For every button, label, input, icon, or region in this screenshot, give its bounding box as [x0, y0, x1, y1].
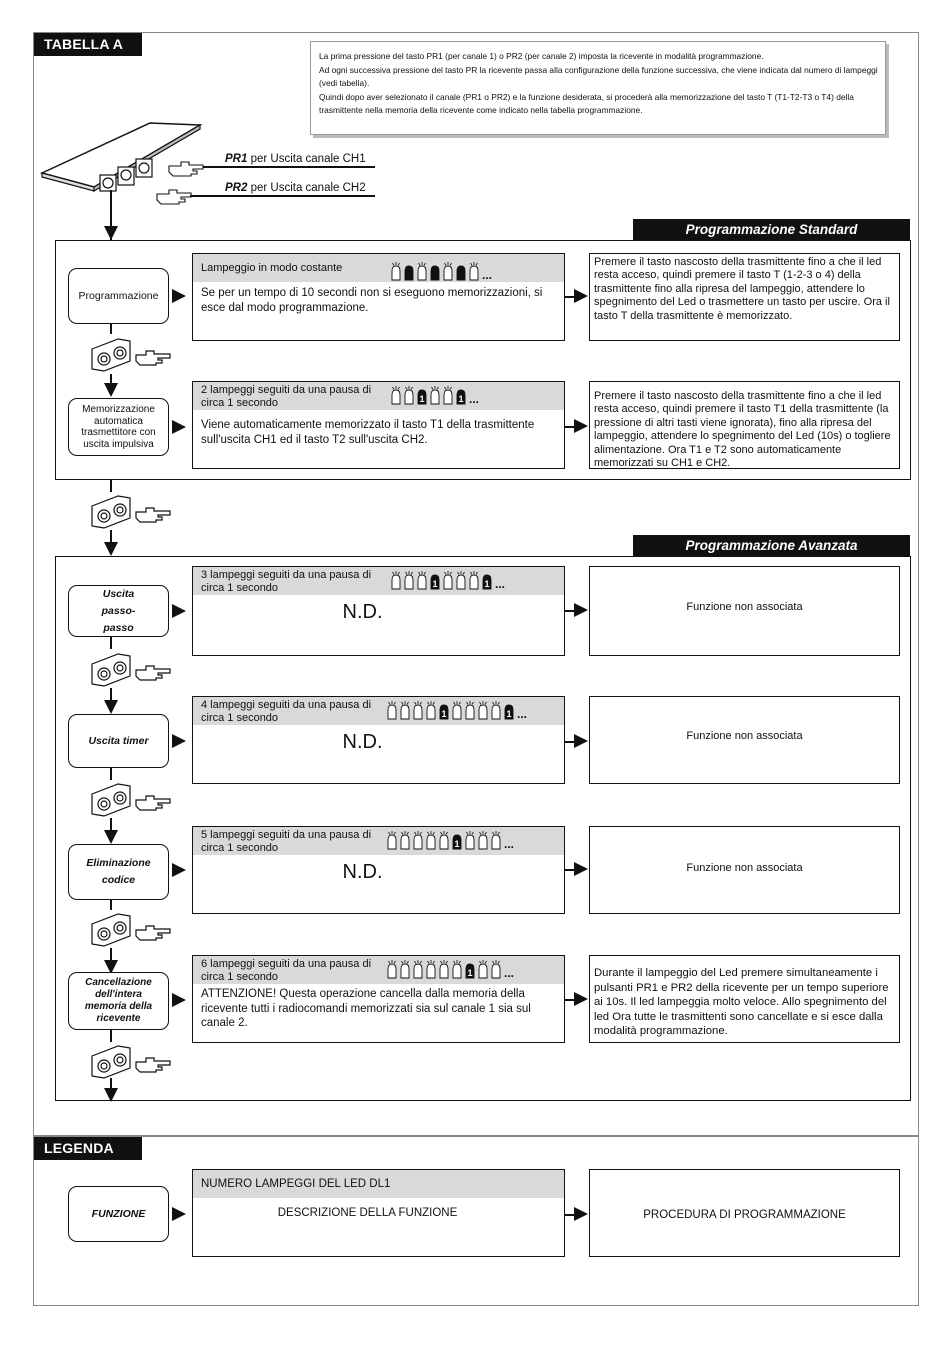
led-off-icon	[456, 261, 466, 281]
right-box: Funzione non associata	[589, 696, 900, 784]
flow-line	[110, 637, 112, 649]
led-on-icon	[426, 959, 436, 979]
right-box: Funzione non associata	[589, 566, 900, 656]
legend-mid-box	[192, 1169, 565, 1257]
svg-text:1: 1	[484, 579, 490, 589]
led-ellipsis: ...	[482, 268, 493, 282]
flow-line	[110, 480, 112, 492]
legend-node: FUNZIONE	[68, 1186, 169, 1242]
led-on-icon	[456, 570, 466, 590]
led-ellipsis: ...	[504, 837, 515, 851]
led-ellipsis: ...	[504, 966, 515, 980]
led-ellipsis: ...	[517, 707, 528, 721]
pr1-text: per Uscita canale CH1	[247, 153, 366, 165]
mid-body: N.D.	[342, 731, 383, 753]
led-on-icon	[387, 700, 397, 720]
receiver-hand-icon	[90, 908, 175, 950]
led-off-icon	[439, 700, 449, 720]
flow-arrow	[104, 700, 118, 714]
node-memorizzazione: Memorizzazione automatica trasmettitore con uscita impulsiva	[68, 398, 169, 456]
led-on-icon	[452, 700, 462, 720]
mid-body: N.D.	[342, 601, 383, 623]
legend-right-box: PROCEDURA DI PROGRAMMAZIONE	[589, 1169, 900, 1257]
led-off-icon	[430, 570, 440, 590]
led-ellipsis: ...	[469, 392, 480, 406]
flow-arrow	[104, 383, 118, 397]
led-on-icon	[400, 830, 410, 850]
pr2-key: PR2	[225, 182, 248, 194]
pr2-text: per Uscita canale CH2	[247, 182, 366, 194]
mid-box	[192, 696, 565, 784]
led-on-icon	[469, 570, 479, 590]
flow-line	[110, 324, 112, 334]
mid-box	[192, 826, 565, 914]
led-on-icon	[439, 959, 449, 979]
led-off-icon	[417, 385, 427, 405]
led-on-icon	[478, 959, 488, 979]
arrow-right	[574, 1207, 588, 1221]
mid-header: 3 lampeggi seguiti da una pausa di circa 1 secondo	[201, 569, 372, 594]
led-on-icon	[391, 385, 401, 405]
arrow-right	[574, 992, 588, 1006]
legenda-label: LEGENDA	[34, 1137, 142, 1160]
pr2-line	[190, 195, 375, 197]
arrow-right	[172, 1207, 186, 1221]
arrow-right	[574, 603, 588, 617]
pr1-key: PR1	[225, 153, 248, 165]
led-off-icon	[430, 261, 440, 281]
mid-header: 2 lampeggi seguiti da una pausa di circa 1 secondo	[201, 384, 372, 409]
pointing-hand-icon	[155, 188, 195, 206]
mid-body: ATTENZIONE! Questa operazione cancella dalla memoria della ricevente tutti i radiocomandi memorizzati sia sul canale 1 sia sul canale 2.	[201, 988, 531, 1029]
arrow-right	[172, 993, 186, 1007]
svg-text:1: 1	[506, 709, 512, 719]
receiver-hand-icon	[90, 648, 175, 690]
right-box: Premere il tasto nascosto della trasmittente fino a che il led resta acceso, quindi premere il tasto T (1-2-3 o 4) della trasmittente fino alla ripresa del lampeggio, attendere lo spegnimento del Led o trasmettere un tasto per uscire. Ora il tasto T della trasmittente è memorizzato.	[589, 253, 900, 341]
led-off-icon	[456, 385, 466, 405]
led-on-icon	[439, 830, 449, 850]
led-on-icon	[413, 830, 423, 850]
flow-arrow	[104, 542, 118, 556]
receiver-hand-icon	[90, 1040, 175, 1082]
flow-arrow	[104, 226, 118, 240]
receiver-board-illustration	[38, 105, 238, 205]
mid-box	[192, 381, 565, 469]
led-on-icon	[417, 261, 427, 281]
mid-box	[192, 566, 565, 656]
receiver-hand-icon	[90, 333, 175, 375]
arrow-right	[574, 734, 588, 748]
node-eliminazione-codice: Eliminazione codice	[68, 844, 169, 900]
led-on-icon	[387, 830, 397, 850]
led-on-icon	[400, 959, 410, 979]
node-uscita-passo-passo: Uscita passo-passo	[68, 585, 169, 637]
led-on-icon	[465, 700, 475, 720]
led-sequence	[391, 385, 479, 407]
arrow-right	[574, 289, 588, 303]
arrow-right	[172, 289, 186, 303]
led-on-icon	[478, 700, 488, 720]
led-sequence	[387, 830, 514, 852]
svg-text:1: 1	[419, 394, 425, 404]
intro-line-2: Ad ogni successiva pressione del tasto PR la ricevente passa alla configurazione della funzione successiva, che viene indicata dal numero di lampeggi (vedi tabella).	[319, 65, 878, 88]
led-on-icon	[413, 700, 423, 720]
mid-box	[192, 955, 565, 1043]
intro-line-1: La prima pressione del tasto PR1 (per canale 1) o PR2 (per canale 2) imposta la ricevente in modalità programmazione.	[319, 51, 764, 61]
right-box: Funzione non associata	[589, 826, 900, 914]
led-off-icon	[482, 570, 492, 590]
mid-box	[192, 253, 565, 341]
led-on-icon	[443, 570, 453, 590]
advanced-title: Programmazione Avanzata	[633, 535, 910, 556]
led-on-icon	[491, 700, 501, 720]
led-sequence	[391, 570, 505, 592]
tabella-label: TABELLA A	[34, 33, 142, 56]
flow-line	[110, 900, 112, 910]
arrow-right	[172, 604, 186, 618]
led-on-icon	[452, 959, 462, 979]
led-on-icon	[387, 959, 397, 979]
led-on-icon	[404, 570, 414, 590]
flow-line	[110, 1030, 112, 1042]
flow-arrow	[104, 1088, 118, 1102]
arrow-right	[574, 419, 588, 433]
mid-header: Lampeggio in modo costante	[201, 262, 343, 274]
svg-text:1: 1	[467, 968, 473, 978]
receiver-hand-icon	[90, 778, 175, 820]
led-ellipsis: ...	[495, 577, 506, 591]
led-sequence	[387, 959, 514, 981]
svg-text:1: 1	[441, 709, 447, 719]
led-on-icon	[465, 830, 475, 850]
svg-text:1: 1	[458, 394, 464, 404]
svg-text:1: 1	[454, 839, 460, 849]
led-on-icon	[391, 261, 401, 281]
mid-header: 5 lampeggi seguiti da una pausa di circa 1 secondo	[201, 829, 372, 854]
arrow-right	[172, 863, 186, 877]
led-on-icon	[426, 700, 436, 720]
mid-body: Se per un tempo di 10 secondi non si eseguono memorizzazioni, si esce dal modo programmazione.	[201, 287, 543, 314]
node-uscita-timer: Uscita timer	[68, 714, 169, 768]
led-on-icon	[491, 830, 501, 850]
led-off-icon	[452, 830, 462, 850]
node-programmazione: Programmazione	[68, 268, 169, 324]
right-box: Premere il tasto nascosto della trasmittente fino a che il led resta acceso, quindi premere il tasto T1 della trasmittente (la pressione di altri tasti viene ignorata), fino alla ripresa del lampeggio, attendere lo spegnimento del Led (10s) o togliere alimentazione. Ora T1 e T2 sono automaticamente memorizzati su CH1 e CH2.	[589, 381, 900, 469]
led-off-icon	[404, 261, 414, 281]
right-box: Durante il lampeggio del Led premere simultaneamente i pulsanti PR1 e PR2 della ricevente per un tempo superiore ai 10s. Il led lampeggia molto veloce. Allo spegnimento del led Ora tutte le trasmittenti sono cancellate e si esce dalla modalità programmazione.	[589, 955, 900, 1043]
flow-arrow	[104, 830, 118, 844]
led-on-icon	[430, 385, 440, 405]
svg-text:1: 1	[432, 579, 438, 589]
pointing-hand-icon	[167, 160, 207, 178]
led-on-icon	[400, 700, 410, 720]
led-on-icon	[443, 385, 453, 405]
mid-body: Viene automaticamente memorizzato il tasto T1 della trasmittente sull'uscita CH1 ed il tasto T2 sull'uscita CH2.	[201, 419, 535, 446]
pr1-label	[225, 153, 366, 165]
arrow-right	[172, 734, 186, 748]
pr1-line	[203, 166, 375, 168]
led-on-icon	[469, 261, 479, 281]
led-on-icon	[491, 959, 501, 979]
led-sequence	[391, 257, 493, 282]
arrow-right	[574, 862, 588, 876]
mid-header: 6 lampeggi seguiti da una pausa di circa 1 secondo	[201, 958, 372, 983]
mid-body: N.D.	[342, 861, 383, 883]
pr2-label	[225, 182, 366, 194]
standard-title: Programmazione Standard	[633, 219, 910, 240]
intro-note	[310, 41, 886, 135]
node-cancellazione: Cancellazione dell'intera memoria della ricevente	[68, 972, 169, 1030]
led-on-icon	[413, 959, 423, 979]
receiver-hand-icon	[90, 490, 175, 532]
legend-body: DESCRIZIONE DELLA FUNZIONE	[277, 1207, 458, 1219]
led-on-icon	[443, 261, 453, 281]
flow-line	[110, 768, 112, 780]
led-off-icon	[465, 959, 475, 979]
led-on-icon	[478, 830, 488, 850]
led-on-icon	[417, 570, 427, 590]
led-off-icon	[504, 700, 514, 720]
led-sequence	[387, 700, 527, 722]
legend-header: NUMERO LAMPEGGI DEL LED DL1	[201, 1178, 391, 1190]
mid-header: 4 lampeggi seguiti da una pausa di circa 1 secondo	[201, 699, 372, 724]
led-on-icon	[404, 385, 414, 405]
led-on-icon	[391, 570, 401, 590]
led-on-icon	[426, 830, 436, 850]
arrow-right	[172, 420, 186, 434]
intro-line-3: Quindi dopo aver selezionato il canale (PR1 o PR2) e la funzione desiderata, si procederà alla memorizzazione del tasto T (T1-T2-T3 o T4) della trasmittente nella memoria della ricevente come indicato nella tabella programmazione.	[319, 92, 854, 115]
